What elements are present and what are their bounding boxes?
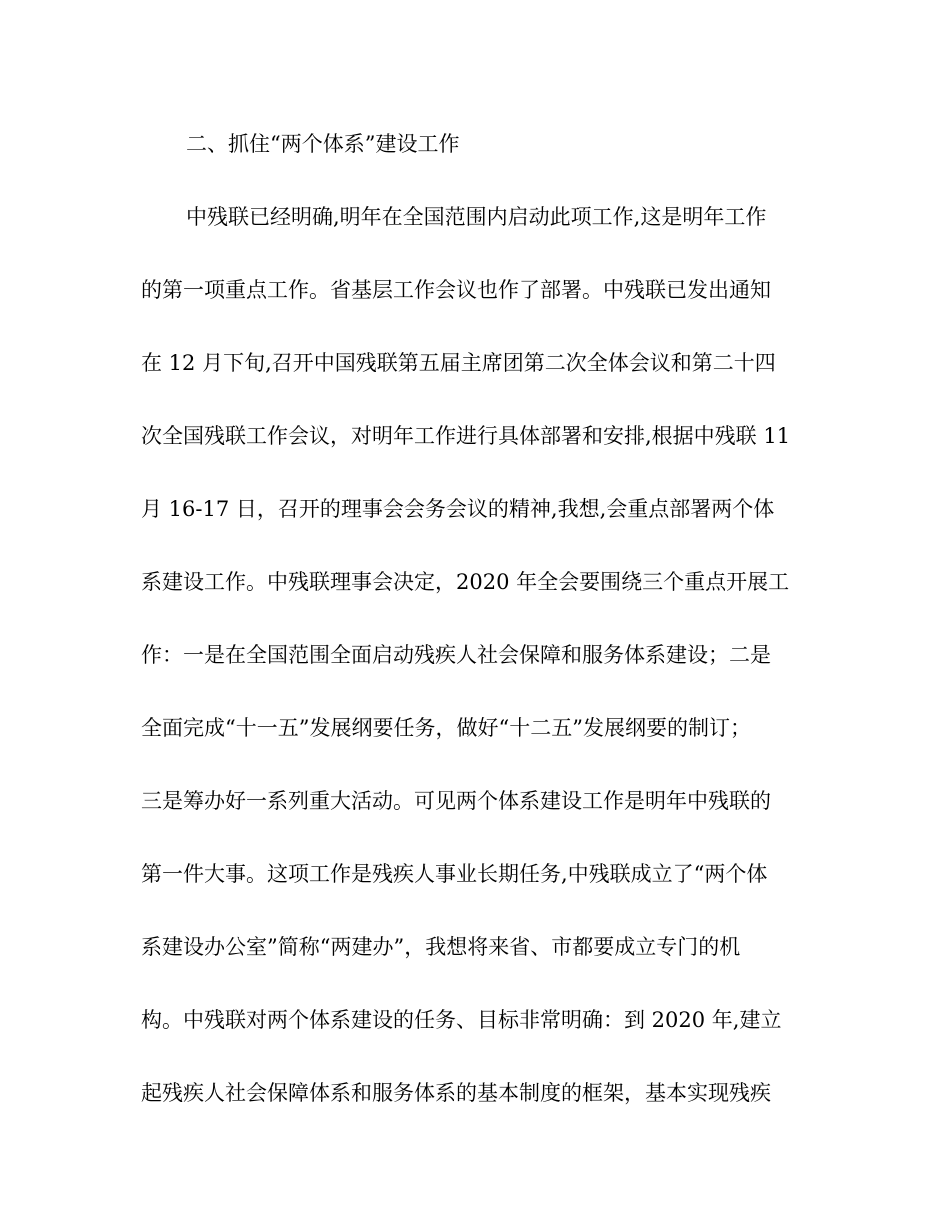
paragraph-line: 中残联已经明确,明年在全国范围内启动此项工作,这是明年工作 xyxy=(186,205,767,229)
paragraph-line: 作：一是在全国范围全面启动残疾人社会保障和服务体系建设；二是 xyxy=(141,643,771,667)
section-heading: 二、抓住“两个体系”建设工作 xyxy=(186,132,460,156)
paragraph-line: 系建设工作。中残联理事会决定，2020 年全会要围绕三个重点开展工 xyxy=(141,570,790,594)
paragraph-line: 全面完成“十一五”发展纲要任务，做好“十二五”发展纲要的制订； xyxy=(141,716,751,740)
paragraph-line: 系建设办公室”简称“两建办”，我想将来省、市都要成立专门的机 xyxy=(141,935,741,959)
paragraph-line: 构。中残联对两个体系建设的任务、目标非常明确：到 2020 年,建立 xyxy=(141,1008,782,1032)
paragraph-line: 三是筹办好一系列重大活动。可见两个体系建设工作是明年中残联的 xyxy=(141,789,771,813)
paragraph-line: 的第一项重点工作。省基层工作会议也作了部署。中残联已发出通知 xyxy=(141,278,771,302)
paragraph-line: 在 12 月下旬,召开中国残联第五届主席团第二次全体会议和第二十四 xyxy=(141,351,776,375)
paragraph-line: 起残疾人社会保障体系和服务体系的基本制度的框架，基本实现残疾 xyxy=(141,1081,771,1105)
paragraph-line: 月 16-17 日，召开的理事会会务会议的精神,我想,会重点部署两个体 xyxy=(141,497,775,521)
paragraph-line: 次全国残联工作会议，对明年工作进行具体部署和安排,根据中残联 11 xyxy=(141,424,791,448)
paragraph-line: 第一件大事。这项工作是残疾人事业长期任务,中残联成立了“两个体 xyxy=(141,862,768,886)
